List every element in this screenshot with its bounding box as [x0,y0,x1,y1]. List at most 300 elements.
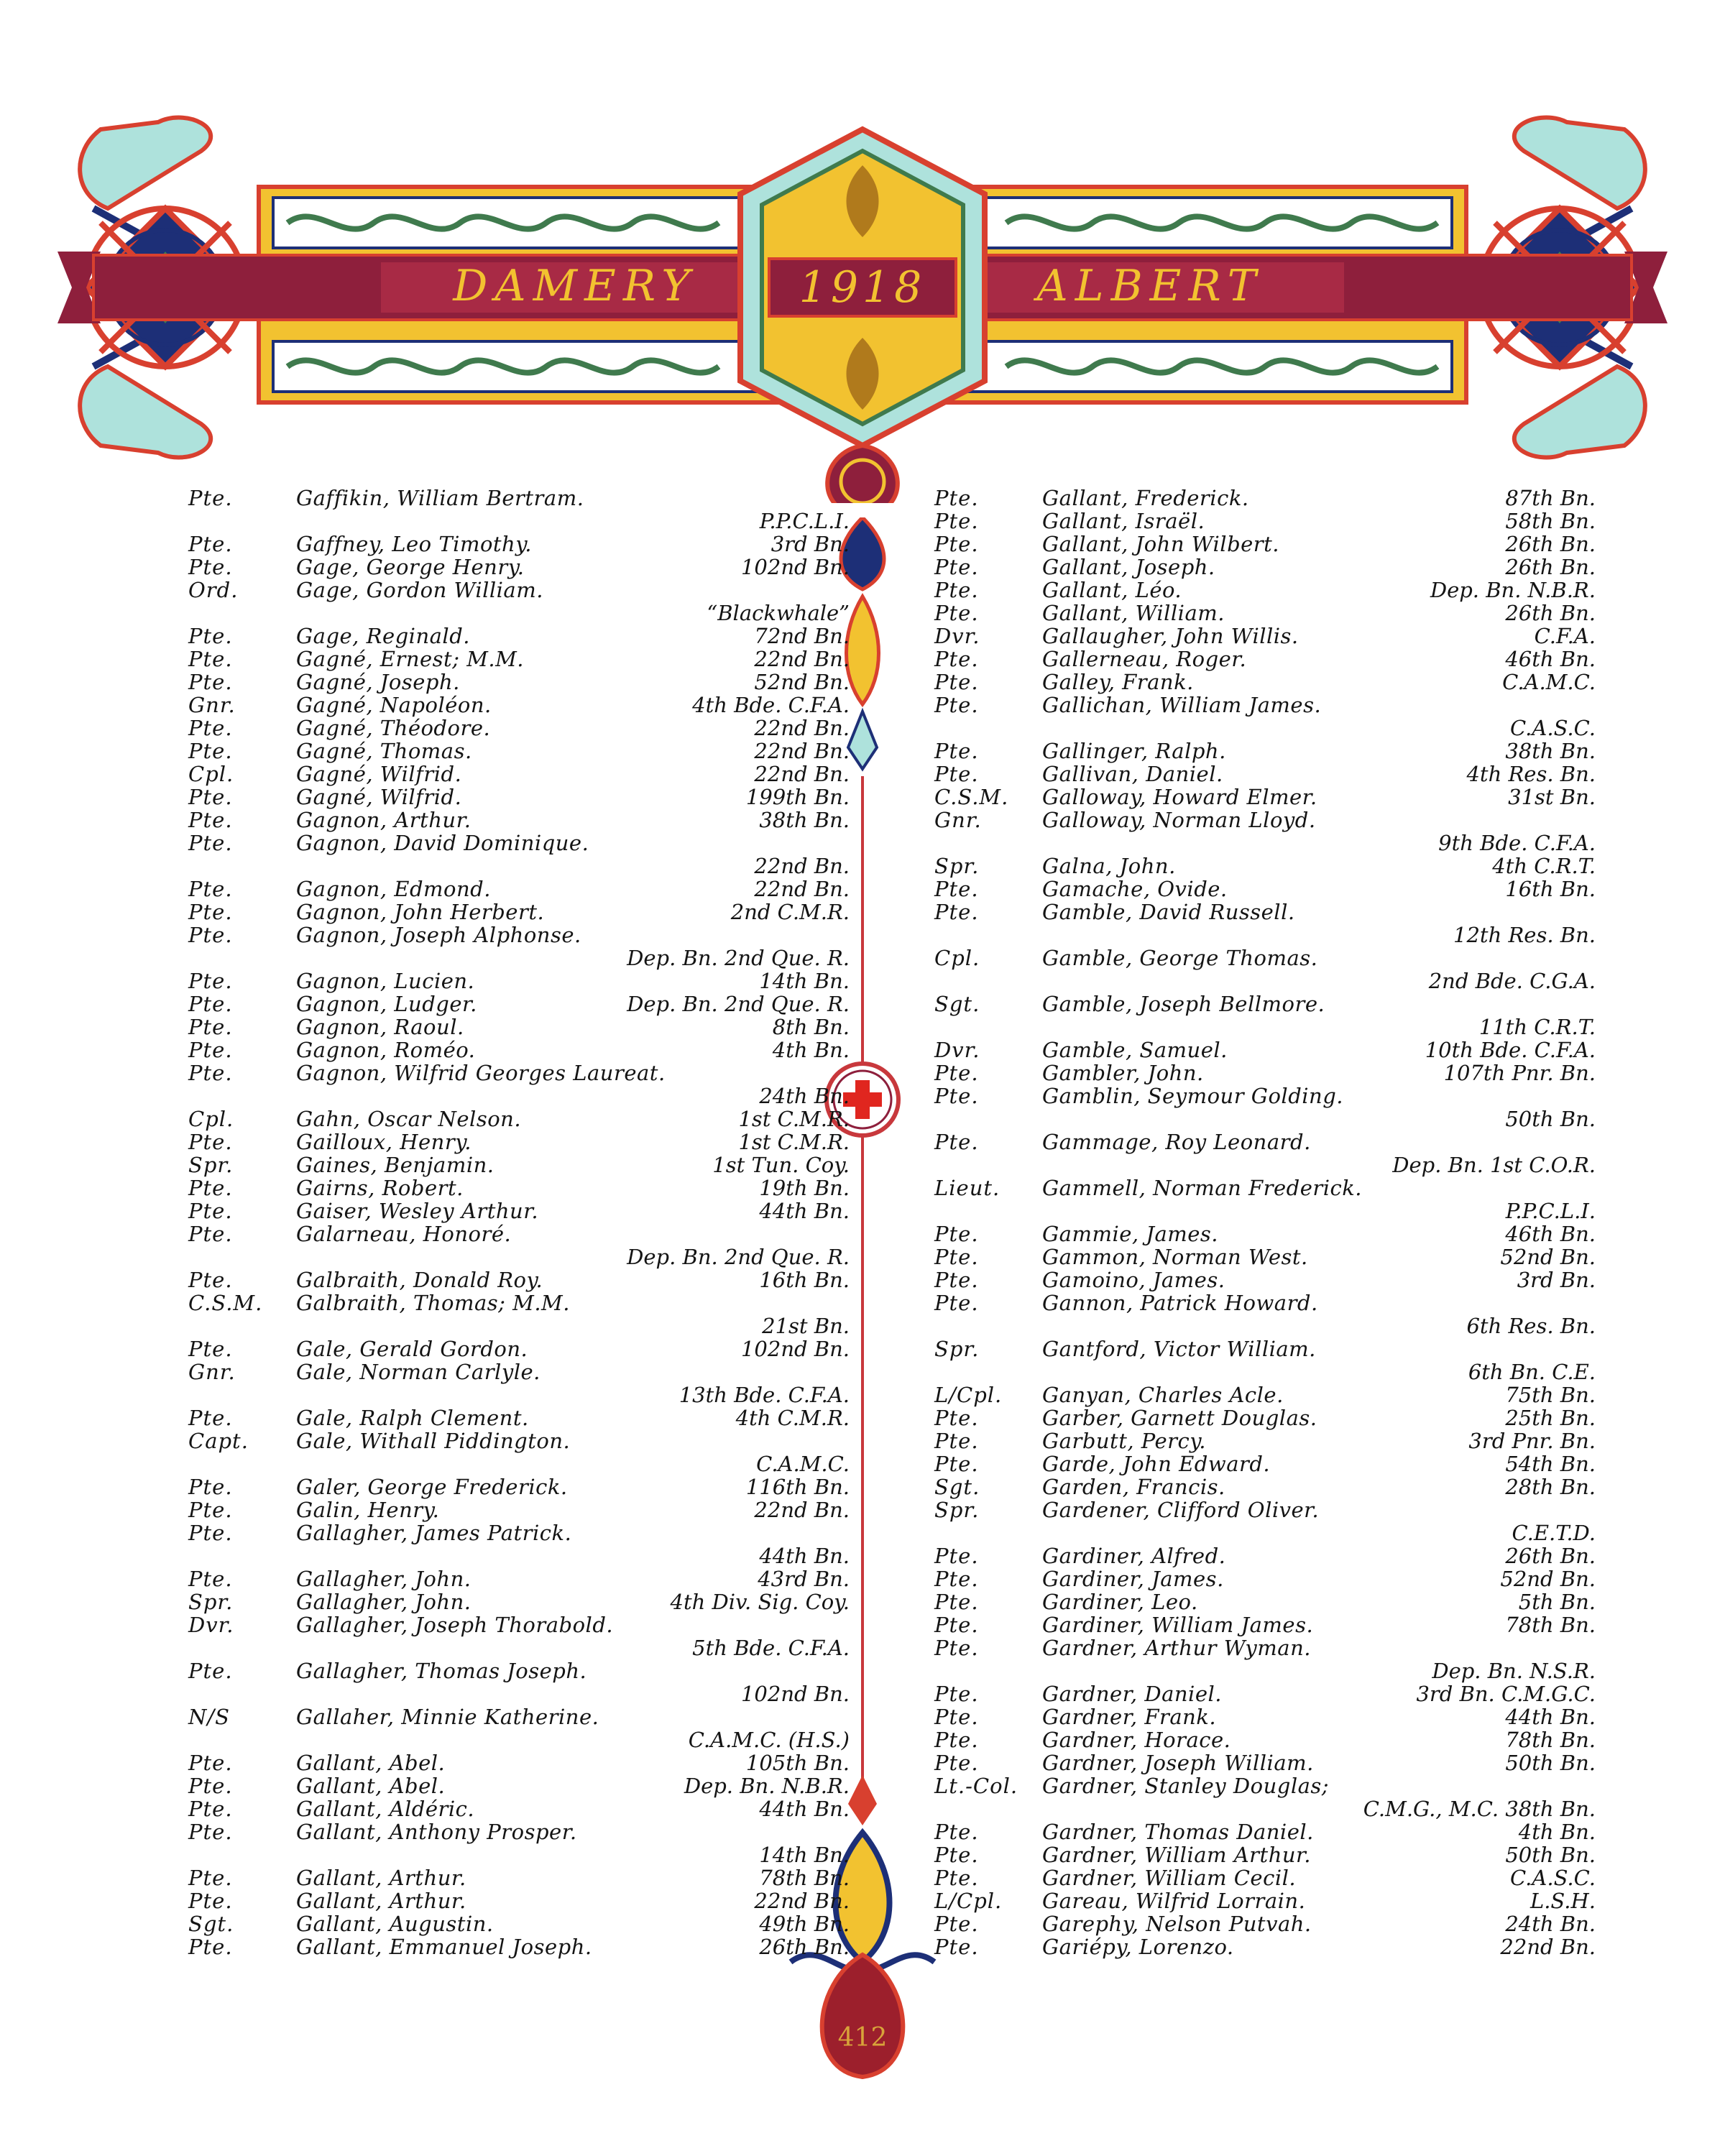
entry-unit-continued: 14th Bn. [759,1843,850,1867]
entry-name: Gaiser, Wesley Arthur. [296,1199,539,1223]
entry-rank: N/S [188,1705,231,1729]
list-item [934,1728,1596,1751]
list-item [188,1130,850,1153]
list-item [934,946,1596,992]
list-item [934,486,1596,509]
list-item [188,624,850,647]
list-item [934,555,1596,578]
entry-name: Gallichan, William James. [1042,693,1322,717]
entry-unit: 1st C.M.R. [738,1107,850,1131]
list-item [934,601,1596,624]
list-item [934,1636,1596,1682]
entry-unit: 72nd Bn. [754,624,850,648]
entry-unit-continued: 50th Bn. [1505,1107,1596,1131]
entry-unit: 22nd Bn. [754,1889,850,1913]
entry-name: Gardner, Arthur Wyman. [1042,1636,1311,1660]
list-item [934,1130,1596,1176]
entry-unit: 52nd Bn. [1500,1567,1596,1591]
entry-name: Gamblin, Seymour Golding. [1042,1084,1344,1108]
entry-unit: 1st Tun. Coy. [712,1153,850,1177]
entry-name: Galbraith, Thomas; M.M. [296,1291,570,1315]
entry-unit: 78th Bn. [1505,1613,1596,1637]
entry-name: Gagné, Théodore. [296,716,491,740]
list-item [934,647,1596,670]
list-item [934,785,1596,808]
entry-rank: Pte. [188,1521,233,1545]
entry-rank: Pte. [188,1406,233,1430]
entry-name: Gallant, Abel. [296,1751,446,1775]
entry-name: Gagné, Ernest; M.M. [296,647,525,671]
entry-unit-continued: Dep. Bn. 2nd Que. R. [627,1245,850,1269]
list-item [934,509,1596,532]
list-item [188,1015,850,1038]
entry-name: Ganyan, Charles Acle. [1042,1383,1284,1407]
entry-name: Gallivan, Daniel. [1042,762,1223,786]
entry-unit: 22nd Bn. [754,716,850,740]
entry-rank: Pte. [188,1820,233,1844]
list-item [188,1751,850,1774]
list-item [934,900,1596,946]
entry-rank: Pte. [188,1176,233,1200]
entry-rank: Pte. [188,486,233,510]
entry-name: Gallaugher, John Willis. [1042,624,1299,648]
list-item [188,1475,850,1498]
entry-name: Gallant, Arthur. [296,1866,466,1890]
list-item [188,1176,850,1199]
entry-rank: Pte. [188,647,233,671]
entry-rank: Pte. [934,1429,979,1453]
entry-rank: Pte. [188,1797,233,1821]
entry-name: Gagnon, Lucien. [296,969,475,993]
entry-name: Gallagher, John. [296,1590,472,1614]
entry-rank: Spr. [188,1590,234,1614]
entry-name: Gagnon, Edmond. [296,877,491,901]
entry-unit: 22nd Bn. [754,1498,850,1522]
entry-name: Garden, Francis. [1042,1475,1225,1499]
entry-rank: Pte. [188,1061,233,1085]
entry-name: Gamble, David Russell. [1042,900,1295,924]
entry-rank: Pte. [934,1452,979,1476]
list-item [188,923,850,969]
entry-unit: 14th Bn. [759,969,850,993]
entry-unit-continued: “Blackwhale” [707,601,850,625]
entry-rank: Pte. [934,1636,979,1660]
list-item [188,1406,850,1429]
entry-rank: Gnr. [188,693,236,717]
entry-name: Gale, Withall Piddington. [296,1429,571,1453]
entry-rank: Pte. [934,1866,979,1890]
entry-unit-continued: 12th Res. Bn. [1453,923,1596,947]
entry-name: Gambler, John. [1042,1061,1204,1085]
entry-name: Gallant, Abel. [296,1774,446,1798]
entry-rank: Pte. [934,509,979,533]
list-item [188,969,850,992]
entry-unit: 102nd Bn. [740,555,850,579]
entry-rank: Ord. [188,578,239,602]
entry-name: Gardner, Horace. [1042,1728,1231,1752]
list-item [188,1659,850,1705]
list-item [188,831,850,877]
entry-rank: Pte. [934,1590,979,1614]
entry-rank: Pte. [188,1038,233,1062]
entry-unit: Dep. Bn. N.B.R. [684,1774,850,1798]
entry-name: Gallant, Aldéric. [296,1797,475,1821]
banner-right-text: ALBERT [1036,261,1264,311]
entry-unit: 4th Bn. [772,1038,850,1062]
list-item [934,854,1596,877]
entry-unit: 38th Bn. [759,808,850,832]
entry-rank: L/Cpl. [934,1889,1003,1913]
entry-rank: Pte. [934,1820,979,1844]
entry-unit: 28th Bn. [1505,1475,1596,1499]
entry-rank: Pte. [934,647,979,671]
list-item [188,647,850,670]
entry-unit: 38th Bn. [1505,739,1596,763]
list-item [934,1038,1596,1061]
entry-unit: 3rd Bn. [770,532,850,556]
entry-unit: 26th Bn. [759,1935,850,1959]
entry-rank: Spr. [188,1153,234,1177]
entry-unit-continued: P.P.C.L.I. [1505,1199,1596,1223]
entry-rank: Pte. [188,1774,233,1798]
entry-unit: 44th Bn. [1505,1705,1596,1729]
entry-name: Gamble, Joseph Bellmore. [1042,992,1325,1016]
list-item [188,1199,850,1222]
list-item [188,1820,850,1866]
entry-rank: Pte. [188,532,233,556]
list-item [934,1337,1596,1383]
list-item [934,1452,1596,1475]
list-item [934,1245,1596,1268]
entry-rank: Pte. [934,1751,979,1775]
entry-name: Gardiner, Alfred. [1042,1544,1226,1568]
left-name-column [188,486,850,1958]
list-item [188,877,850,900]
entry-name: Gagnon, John Herbert. [296,900,545,924]
entry-rank: Pte. [188,1475,233,1499]
entry-rank: Pte. [934,1406,979,1430]
entry-rank: Pte. [188,1337,233,1361]
entry-unit-continued: C.M.G., M.C. 38th Bn. [1363,1797,1596,1821]
entry-unit: 3rd Pnr. Bn. [1468,1429,1596,1453]
entry-rank: Pte. [934,762,979,786]
entry-unit-continued: 13th Bde. C.F.A. [678,1383,850,1407]
entry-rank: Pte. [934,1130,979,1154]
center-divider-line [861,776,864,1782]
entry-rank: Pte. [934,693,979,717]
list-item [934,1567,1596,1590]
entry-unit: 49th Bn. [759,1912,850,1936]
entry-rank: Pte. [934,1728,979,1752]
banner-center-year: 1918 [799,262,926,313]
list-item [188,1038,850,1061]
entry-unit-continued: C.A.M.C. [756,1452,850,1476]
entry-rank: Pte. [934,1061,979,1085]
entry-name: Gardiner, James. [1042,1567,1224,1591]
entry-name: Gardiner, Leo. [1042,1590,1198,1614]
entry-rank: Pte. [188,1935,233,1959]
entry-unit: 78th Bn. [1505,1728,1596,1752]
entry-name: Gagnon, Arthur. [296,808,472,832]
entry-unit: 75th Bn. [1505,1383,1596,1407]
entry-rank: C.S.M. [188,1291,263,1315]
entry-name: Gammage, Roy Leonard. [1042,1130,1311,1154]
entry-name: Gardner, Daniel. [1042,1682,1222,1706]
list-item [188,739,850,762]
list-item [934,1061,1596,1084]
list-item [934,1682,1596,1705]
entry-unit-continued: C.A.M.C. (H.S.) [688,1728,850,1752]
entry-unit: 46th Bn. [1505,1222,1596,1246]
entry-rank: Spr. [934,1337,980,1361]
entry-rank: Pte. [934,1613,979,1637]
entry-name: Garbutt, Percy. [1042,1429,1207,1453]
entry-unit: 50th Bn. [1505,1843,1596,1867]
entry-name: Gallerneau, Roger. [1042,647,1247,671]
list-item [934,1084,1596,1130]
list-item [934,1544,1596,1567]
entry-rank: Pte. [188,1222,233,1246]
list-item [188,1360,850,1406]
list-item [934,1843,1596,1866]
entry-name: Gannon, Patrick Howard. [1042,1291,1318,1315]
list-item [188,1774,850,1797]
entry-name: Gahn, Oscar Nelson. [296,1107,522,1131]
entry-unit: 102nd Bn. [740,1337,850,1361]
entry-rank: L/Cpl. [934,1383,1003,1407]
entry-name: Gariépy, Lorenzo. [1042,1935,1234,1959]
entry-unit-continued: 21st Bn. [762,1314,850,1338]
entry-name: Gallagher, Thomas Joseph. [296,1659,587,1683]
list-item [934,1291,1596,1337]
entry-name: Gardner, William Arthur. [1042,1843,1311,1867]
list-item [934,1866,1596,1889]
list-item [188,1268,850,1291]
entry-name: Galer, George Frederick. [296,1475,568,1499]
entry-name: Galin, Henry. [296,1498,440,1522]
entry-name: Gagnon, Joseph Alphonse. [296,923,581,947]
entry-unit: 4th C.M.R. [735,1406,850,1430]
entry-rank: Pte. [934,1291,979,1315]
list-item [934,578,1596,601]
entry-unit: 87th Bn. [1505,486,1596,510]
entry-unit: 44th Bn. [759,1199,850,1223]
entry-unit: 50th Bn. [1505,1751,1596,1775]
entry-rank: Pte. [934,1567,979,1591]
entry-unit: 1st C.M.R. [738,1130,850,1154]
list-item [188,1521,850,1567]
entry-name: Gardner, Stanley Douglas; [1042,1774,1330,1798]
entry-rank: Sgt. [934,1475,980,1499]
entry-unit: 16th Bn. [1505,877,1596,901]
entry-rank: Pte. [188,1751,233,1775]
entry-rank: Pte. [934,1544,979,1568]
list-item [934,624,1596,647]
entry-unit: 16th Bn. [759,1268,850,1292]
entry-rank: Pte. [934,1935,979,1959]
list-item [934,877,1596,900]
entry-unit: 10th Bde. C.F.A. [1425,1038,1596,1062]
entry-unit-continued: 6th Bn. C.E. [1468,1360,1596,1384]
entry-name: Galloway, Norman Lloyd. [1042,808,1316,832]
entry-rank: Pte. [188,969,233,993]
entry-name: Gallagher, James Patrick. [296,1521,572,1545]
entry-unit: 52nd Bn. [1500,1245,1596,1269]
entry-unit-continued: P.P.C.L.I. [759,509,850,533]
entry-rank: Gnr. [934,808,982,832]
list-item [188,1613,850,1659]
entry-name: Gallagher, Joseph Thorabold. [296,1613,614,1637]
entry-unit: 44th Bn. [759,1797,850,1821]
list-item [188,785,850,808]
entry-name: Gammell, Norman Frederick. [1042,1176,1363,1200]
entry-rank: Pte. [934,1682,979,1706]
entry-name: Gale, Gerald Gordon. [296,1337,528,1361]
list-item [188,1061,850,1107]
entry-rank: Pte. [934,555,979,579]
entry-unit: 43rd Bn. [758,1567,850,1591]
entry-rank: Pte. [188,1498,233,1522]
entry-rank: Pte. [934,532,979,556]
entry-name: Gallant, Israël. [1042,509,1205,533]
entry-rank: Pte. [934,1912,979,1936]
entry-rank: Pte. [188,1866,233,1890]
entry-name: Gammie, James. [1042,1222,1219,1246]
entry-unit-continued: 24th Bn. [759,1084,850,1108]
entry-rank: Pte. [934,1268,979,1292]
entry-name: Gagnon, Ludger. [296,992,477,1016]
entry-name: Gagné, Wilfrid. [296,762,462,786]
list-item [188,716,850,739]
entry-name: Gage, George Henry. [296,555,525,579]
list-item [188,1291,850,1337]
list-item [934,693,1596,739]
entry-unit-continued: 11th C.R.T. [1478,1015,1596,1039]
entry-rank: Pte. [934,601,979,625]
entry-name: Gamoino, James. [1042,1268,1225,1292]
page-number: 412 [837,2023,888,2053]
entry-unit: 58th Bn. [1505,509,1596,533]
entry-name: Gantford, Victor William. [1042,1337,1316,1361]
entry-name: Gardner, Frank. [1042,1705,1217,1729]
entry-unit-continued: 44th Bn. [759,1544,850,1568]
list-item [188,1498,850,1521]
entry-unit-continued: 2nd Bde. C.G.A. [1428,969,1596,993]
entry-unit: 22nd Bn. [1500,1935,1596,1959]
entry-rank: Pte. [934,486,979,510]
entry-unit: 26th Bn. [1505,555,1596,579]
entry-rank: Pte. [188,831,233,855]
list-item [934,1475,1596,1498]
entry-name: Gardener, Clifford Oliver. [1042,1498,1320,1522]
entry-name: Gailloux, Henry. [296,1130,472,1154]
entry-rank: Pte. [934,578,979,602]
entry-unit-continued: C.A.S.C. [1510,716,1596,740]
entry-unit-continued: 9th Bde. C.F.A. [1438,831,1596,855]
entry-unit-continued: 5th Bde. C.F.A. [692,1636,850,1660]
entry-name: Galna, John. [1042,854,1176,878]
entry-rank: Pte. [934,670,979,694]
list-item [934,1406,1596,1429]
entry-unit: Dep. Bn. 2nd Que. R. [627,992,850,1016]
entry-rank: Pte. [188,1199,233,1223]
list-item [188,1153,850,1176]
right-name-column [934,486,1596,1958]
entry-rank: Pte. [188,923,233,947]
list-item [934,1820,1596,1843]
entry-unit: 4th C.R.T. [1492,854,1596,878]
entry-unit: C.F.A. [1534,624,1596,648]
list-item [934,1935,1596,1958]
entry-unit: 105th Bn. [745,1751,850,1775]
list-item [934,808,1596,854]
list-item [188,486,850,532]
entry-rank: Pte. [188,1015,233,1039]
entry-rank: Sgt. [934,992,980,1016]
list-item [934,1498,1596,1544]
entry-unit: 4th Res. Bn. [1466,762,1596,786]
list-item [188,900,850,923]
list-item [188,1935,850,1958]
entry-rank: Cpl. [188,1107,234,1131]
entry-rank: Cpl. [934,946,980,970]
entry-unit-continued: C.E.T.D. [1512,1521,1596,1545]
entry-rank: Pte. [188,1567,233,1591]
entry-name: Gaffney, Leo Timothy. [296,532,532,556]
entry-name: Gamble, Samuel. [1042,1038,1228,1062]
entry-name: Gallant, Léo. [1042,578,1182,602]
list-item [934,1751,1596,1774]
entry-name: Galarneau, Honoré. [296,1222,512,1246]
entry-unit: C.A.S.C. [1510,1866,1596,1890]
entry-name: Gairns, Robert. [296,1176,464,1200]
entry-rank: Lt.-Col. [934,1774,1018,1798]
entry-name: Garber, Garnett Douglas. [1042,1406,1317,1430]
entry-name: Gallinger, Ralph. [1042,739,1226,763]
entry-unit: 54th Bn. [1505,1452,1596,1476]
list-item [188,1590,850,1613]
entry-rank: Pte. [188,1889,233,1913]
entry-rank: Pte. [188,670,233,694]
entry-rank: Pte. [188,1130,233,1154]
banner-left-text: DAMERY [453,261,697,311]
entry-rank: Lieut. [934,1176,1000,1200]
entry-name: Galbraith, Donald Roy. [296,1268,543,1292]
entry-rank: Pte. [934,739,979,763]
entry-unit: 52nd Bn. [754,670,850,694]
entry-name: Gaines, Benjamin. [296,1153,494,1177]
illuminated-banner [58,108,1668,503]
entry-name: Gallant, William. [1042,601,1225,625]
entry-rank: Pte. [188,900,233,924]
list-item [934,1705,1596,1728]
entry-unit: 22nd Bn. [754,762,850,786]
entry-unit: C.A.M.C. [1502,670,1596,694]
list-item [934,670,1596,693]
entry-rank: Pte. [934,1245,979,1269]
list-item [934,1176,1596,1222]
entry-unit: 107th Pnr. Bn. [1443,1061,1596,1085]
entry-rank: Pte. [188,992,233,1016]
list-item [188,1222,850,1268]
entry-name: Gagné, Napoléon. [296,693,492,717]
entry-name: Gaffikin, William Bertram. [296,486,584,510]
entry-name: Galloway, Howard Elmer. [1042,785,1317,809]
entry-name: Gallant, John Wilbert. [1042,532,1280,556]
entry-unit: 4th Bde. C.F.A. [692,693,850,717]
entry-unit: 4th Bn. [1518,1820,1596,1844]
list-item [934,739,1596,762]
